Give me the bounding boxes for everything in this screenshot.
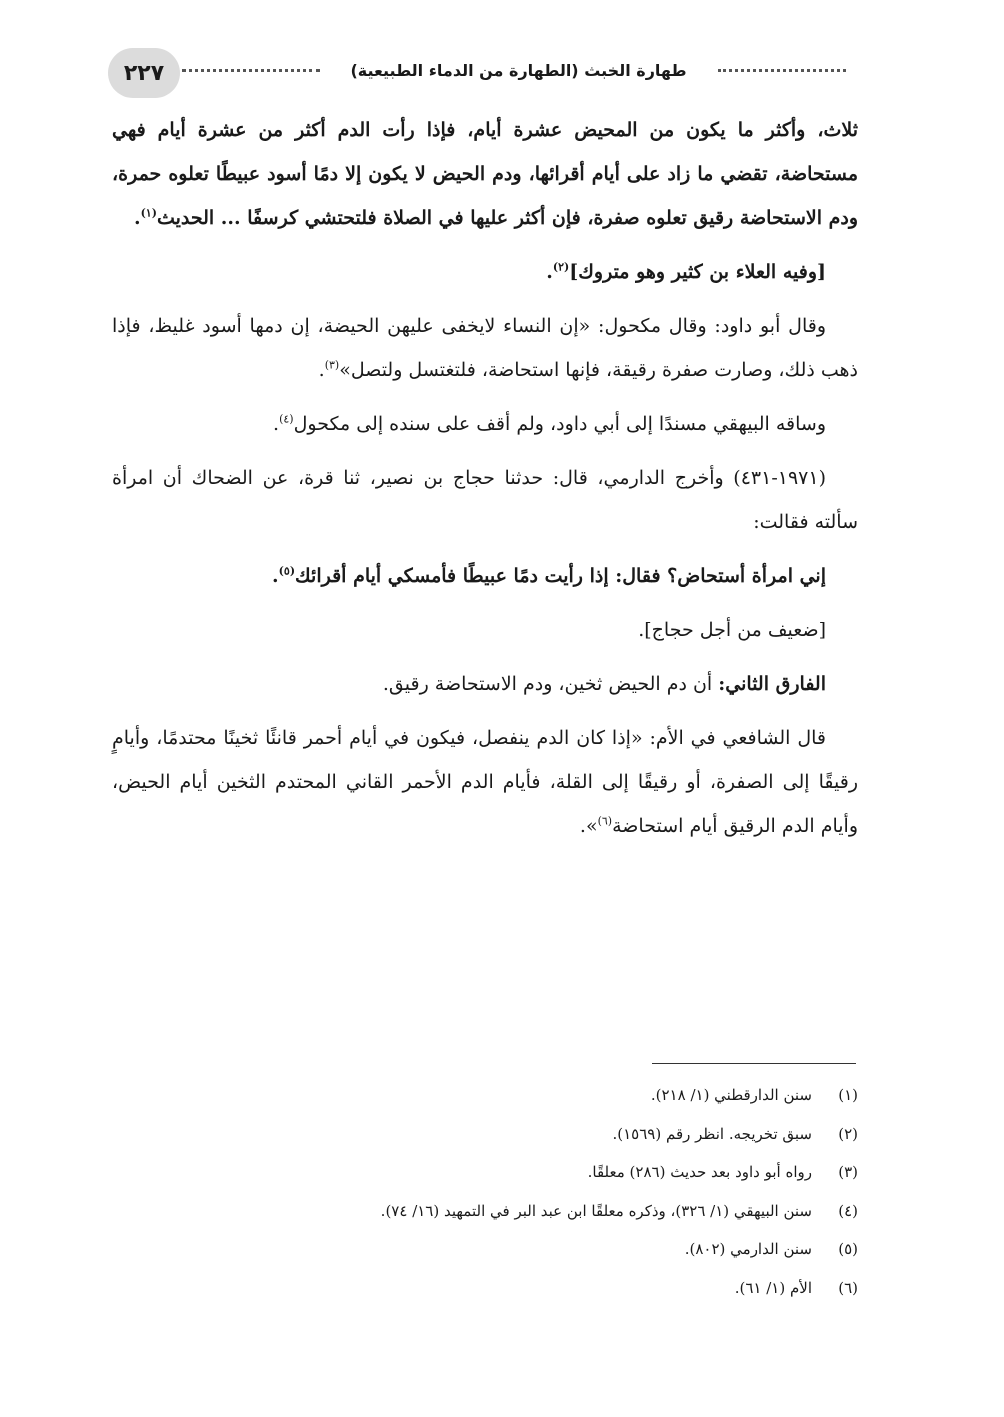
paragraph-grading-1 [112,250,858,294]
footnote-number: (٢) [838,1124,858,1143]
paragraph-second-difference [112,662,858,706]
paragraph-text: وقال أبو داود: وقال مكحول: «إن النساء لايخفى عليهن الحيضة، إن دمها أسود غليظ، فإذا ذهب ذلك، وصارت صفرة رقيقة، فإنها استحاضة، فلتغتسل ولتصل» [112,315,858,381]
paragraph-shafii [112,716,858,848]
header-dotted-leader-right [718,69,846,72]
footnote-number: (٣) [838,1163,858,1181]
footnote-ref-4[interactable]: (٤) [279,412,294,426]
footnote-ref-5[interactable]: (٥) [278,564,296,578]
paragraph-text: قال الشافعي في الأم: «إذا كان الدم ينفصل، فيكون في أيام أحمر قانئًا ثخينًا محتدمًا، وأيامٍ رقيقًا إلى الصفرة، أو رقيقًا إلى القلة، فأيام الدم الأحمر القاني المحتدم الثخين أيام الحيض، وأيام الدم الرقيق أيام استحاضة [112,727,858,837]
paragraph-end: . [133,207,141,229]
footnote-item [112,1192,858,1231]
paragraph-makhul [112,304,858,392]
footnote-ref-1[interactable]: (١) [140,206,157,220]
footnote-separator [652,1063,856,1064]
paragraph-darimi-isnad: (١٩٧١-٤٣١) وأخرج الدارمي، قال: حدثنا حجاج بن نصير، ثنا قرة، عن الضحاك أن امرأة سألته فقالت: [112,467,858,533]
body-text [112,108,858,858]
paragraph-text: إني امرأة أستحاض؟ فقال: إذا رأيت دمًا عبيطًا فأمسكي أيام أقرائك [295,565,826,587]
paragraph-text: [وفيه العلاء بن كثير وهو متروك] [569,261,826,283]
footnote-number: (٦) [838,1278,858,1297]
footnote-number: (٤) [838,1201,858,1220]
paragraph-text: أن دم الحيض ثخين، ودم الاستحاضة رقيق. [382,673,719,695]
footnote-item [112,1230,858,1269]
paragraph-bayhaqi [112,402,858,446]
footnote-item [112,1153,858,1192]
section-lead: الفارق الثاني: [718,673,826,695]
footnote-number: (١) [838,1086,858,1104]
footnote-text: سبق تخريجه. انظر رقم (١٥٦٩). [612,1124,812,1143]
footnote-text: سنن الدارقطني (١/ ٢١٨). [650,1086,812,1104]
header-dotted-leader-left [182,69,320,72]
paragraph-end: . [272,565,279,587]
footnote-text: سنن البيهقي (١/ ٣٢٦)، وذكره معلقًا ابن عبد البر في التمهيد (١٦/ ٧٤). [380,1201,812,1220]
paragraph-text: ثلاث، وأكثر ما يكون من المحيض عشرة أيام، فإذا رأت الدم أكثر من عشرة أيام فهي مستحاضة، تقضي ما زاد على أيام أقرائها، ودم الحيض لا يكون إلا دمًا أسود عبيطًا تعلوه حمرة، ودم الاستحاضة رقيق تعلوه صفرة، فإن أكثر عليها في الصلاة فلتحتشي كرسفًا ... الحديث [112,119,858,229]
footnote-ref-2[interactable]: (٢) [552,260,570,274]
paragraph-text: وساقه البيهقي مسندًا إلى أبي داود، ولم أقف على سنده إلى مكحول [293,413,826,435]
paragraph-hadith-continuation [112,108,858,240]
footnotes [112,1076,858,1307]
footnote-item [112,1269,858,1308]
footnote-text: سنن الدارمي (٨٠٢). [684,1240,812,1258]
footnote-ref-6[interactable]: (٦) [597,814,613,828]
footnote-text: الأم (١/ ٦١). [734,1278,812,1297]
paragraph-grading-2: [ضعيف من أجل حجاج]. [638,619,826,641]
footnote-item [112,1076,858,1115]
paragraph-end: . [546,261,553,283]
footnote-number: (٥) [838,1240,858,1258]
footnote-item [112,1115,858,1154]
footnote-ref-3[interactable]: (٣) [324,358,340,372]
paragraph-end: . [318,359,325,381]
page-number: ٢٢٧ [108,48,180,98]
running-title: طهارة الخبث (الطهارة من الدماء الطبيعية) [350,61,687,80]
paragraph-athar [112,554,858,598]
paragraph-end: ». [579,815,598,837]
footnote-text: رواه أبو داود بعد حديث (٢٨٦) معلقًا. [587,1163,812,1181]
paragraph-end: . [273,413,280,435]
